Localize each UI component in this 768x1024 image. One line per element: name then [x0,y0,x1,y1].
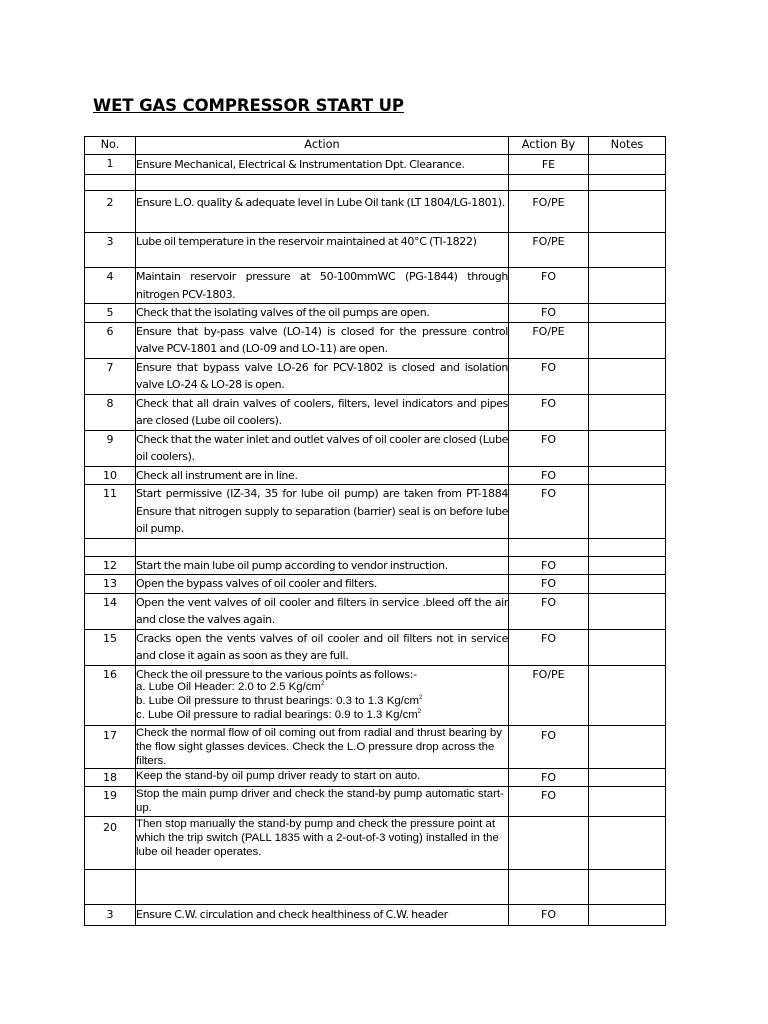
table-row [85,593,666,629]
row-action-by [509,869,589,904]
sub-list-item: c. Lube Oil pressure to radial bearings: 0.9 to 1.3 $Kg/cm^2$ [136,709,422,722]
startup-procedure-table [84,136,666,926]
row-action: Ensure that by-pass valve (LO-14) is closed for the pressure control valve PCV-1801 and (LO-09 and LO-11) are open. [136,322,509,358]
row-action-by: FO [509,430,589,466]
row-action: Ensure C.W. circulation and check healthiness of C.W. header [136,904,509,925]
row-action-by: FO/PE [509,665,589,725]
row-action-by [509,816,589,869]
sub-list-item: a. Lube Oil Header: 2.0 to 2.5 $Kg/cm^2$ [136,681,325,693]
row-action-by: FO [509,466,589,485]
header-action: Action [136,137,509,155]
row-number: 11 [85,485,136,539]
row-number: 6 [85,322,136,358]
row-action: Maintain reservoir pressure at 50-100mmWC (PG-1844) through nitrogen PCV-1803. [136,268,509,304]
row-action: Open the bypass valves of oil cooler and filters. [136,575,509,594]
row-notes [589,904,666,925]
row-number: 16 [85,665,136,725]
table-row [85,869,666,904]
row-action: Start the main lube oil pump according to vendor instruction. [136,556,509,575]
header-row [85,137,666,155]
row-notes [589,466,666,485]
row-notes [589,485,666,539]
header-notes: Notes [589,137,666,155]
row-action: Check that the isolating valves of the oil pumps are open. [136,304,509,323]
table-row [85,665,666,725]
row-notes [589,816,666,869]
table-row [85,485,666,539]
row-notes [589,769,666,787]
table-row [85,268,666,304]
row-action: Check that the water inlet and outlet valves of oil cooler are closed (Lube oil coolers). [136,430,509,466]
table-row [85,629,666,665]
row-number: 1 [85,155,136,175]
row-number: 14 [85,593,136,629]
row-action [136,869,509,904]
row-notes [589,304,666,323]
table-row [85,769,666,787]
row-action [136,175,509,191]
row-number: 15 [85,629,136,665]
row-action: Ensure that bypass valve LO-26 for PCV-1802 is closed and isolation valve LO-24 & LO-28 is open. [136,358,509,394]
table-row [85,358,666,394]
row-notes [589,725,666,769]
row-action-by: FO [509,629,589,665]
row-action-by: FO [509,787,589,816]
row-notes [589,430,666,466]
row-number: 19 [85,787,136,816]
row-number [85,538,136,556]
row-action-by: FO [509,485,589,539]
row-action: Check the oil pressure to the various points as follows:- [136,667,417,681]
row-action-by: FO [509,394,589,430]
row-action: Ensure Mechanical, Electrical & Instrumentation Dpt. Clearance. [136,155,509,175]
row-action-by: FO [509,725,589,769]
row-number: 9 [85,430,136,466]
document-title: WET GAS COMPRESSOR START UP [93,96,404,115]
row-number: 4 [85,268,136,304]
row-action-by [509,175,589,191]
row-number [85,175,136,191]
row-action-by: FO [509,556,589,575]
row-action [136,538,509,556]
row-action: Cracks open the vents valves of oil cooler and oil filters not in service and close it again as soon as they are full. [136,629,509,665]
row-action: Stop the main pump driver and check the stand-by pump automatic start-up. [136,787,509,816]
row-action: Then stop manually the stand-by pump and check the pressure point at which the trip switch (PALL 1835 with a 2-out-of-3 voting) installed in the lube oil header operates. [136,816,509,869]
row-number: 3 [85,233,136,268]
row-action-by: FO [509,358,589,394]
row-notes [589,593,666,629]
header-action-by: Action By [509,137,589,155]
row-action-by: FO [509,268,589,304]
table-row [85,816,666,869]
row-number: 7 [85,358,136,394]
row-notes [589,175,666,191]
sub-list-item: b. Lube Oil pressure to thrust bearings: 0.3 to 1.3 $Kg/cm^2$ [136,695,423,708]
table-row [85,787,666,816]
row-number: 13 [85,575,136,594]
table-row [85,191,666,233]
row-number: 18 [85,769,136,787]
row-number: 12 [85,556,136,575]
row-number: 5 [85,304,136,323]
row-notes [589,233,666,268]
table-row [85,466,666,485]
table-row [85,155,666,175]
row-number: 3 [85,904,136,925]
row-notes [589,191,666,233]
row-action: Keep the stand-by oil pump driver ready to start on auto. [136,769,509,787]
row-action-by: FO/PE [509,233,589,268]
row-action-by [509,538,589,556]
row-number: 2 [85,191,136,233]
row-action-by: FO [509,593,589,629]
table-row [85,304,666,323]
row-number: 17 [85,725,136,769]
row-notes [589,665,666,725]
row-action-by: FO [509,575,589,594]
row-action-by: FO/PE [509,191,589,233]
table-row [85,430,666,466]
row-notes [589,629,666,665]
row-action: Ensure L.O. quality & adequate level in Lube Oil tank (LT 1804/LG-1801). [136,191,509,233]
row-notes [589,787,666,816]
table-row [85,233,666,268]
row-notes [589,268,666,304]
table-row [85,556,666,575]
row-number: 10 [85,466,136,485]
row-action: Open the vent valves of oil cooler and filters in service .bleed off the air and close the valves again. [136,593,509,629]
row-action-by: FO [509,769,589,787]
row-action-cell [136,665,509,725]
row-number [85,869,136,904]
row-notes [589,322,666,358]
row-notes [589,869,666,904]
table-row [85,322,666,358]
row-action-by: FO [509,304,589,323]
table-row [85,175,666,191]
row-notes [589,358,666,394]
table-row [85,575,666,594]
header-no: No. [85,137,136,155]
table-row [85,904,666,925]
row-action-by: FE [509,155,589,175]
row-notes [589,538,666,556]
row-notes [589,556,666,575]
row-notes [589,575,666,594]
row-notes [589,155,666,175]
row-action: Check the normal flow of oil coming out from radial and thrust bearing by the flow sight glasses devices. Check the L.O pressure drop across the filters. [136,725,509,769]
row-number: 20 [85,816,136,869]
table-row [85,538,666,556]
table-row [85,725,666,769]
row-action-by: FO/PE [509,322,589,358]
row-notes [589,394,666,430]
row-action-by: FO [509,904,589,925]
row-action: Lube oil temperature in the reservoir maintained at 40°C (TI-1822) [136,233,509,268]
pressure-sub-list [136,680,508,723]
row-action: Check that all drain valves of coolers, filters, level indicators and pipes are closed (Lube oil coolers). [136,394,509,430]
table-row [85,394,666,430]
row-action: Check all instrument are in line. [136,466,509,485]
row-number: 8 [85,394,136,430]
row-action: Start permissive (IZ-34, 35 for lube oil pump) are taken from PT-1884 Ensure that nitrogen supply to separation (barrier) seal is on before lube oil pump. [136,485,509,539]
